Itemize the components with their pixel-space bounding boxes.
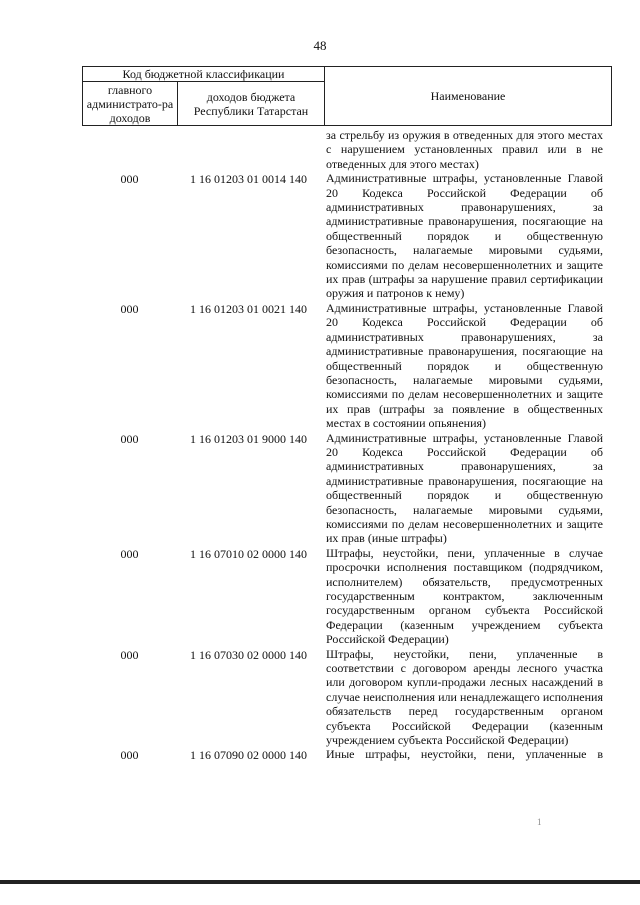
row-name: Административные штрафы, установленные Главой 20 Кодекса Российской Федерации об административных правонарушениях, за административные правонарушения, посягающие на общественный порядок и общественную безопасность, налагаемые мировыми судьями, комиссиями по делам несовершеннолетних и защите их прав (штрафы за появление в общественных местах в состоянии опьянения) [326,300,603,431]
table-row [82,431,611,546]
table-row [82,546,611,647]
table-header [82,66,612,126]
row-name: Административные штрафы, установленные Главой 20 Кодекса Российской Федерации об административных правонарушениях, за административные правонарушения, посягающие на общественный порядок и общественную безопасность, налагаемые мировыми судьями, комиссиями по делам несовершеннолетних и защите их прав (иные штрафы) [326,430,603,546]
budget-code: 1 16 07090 02 0000 140 [190,748,307,763]
table-body [82,128,611,763]
budget-code: 1 16 07010 02 0000 140 [190,546,307,561]
budget-code: 1 16 07030 02 0000 140 [190,647,307,662]
admin-code: 000 [120,647,139,662]
budget-code: 1 16 01203 01 0021 140 [190,301,307,316]
header-name-column: Наименование [325,67,612,126]
table-row [82,301,611,431]
budget-code: 1 16 01203 01 9000 140 [190,431,307,446]
row-name: Штрафы, неустойки, пени, уплаченные в соответствии с договором аренды лесного участка или договором купли-продажи лесных насаждений в случае неисполнения или ненадлежащего исполнения обязательств перед государственным органом субъекта Российской Федерации (казенным учреждением субъекта Российской Федерации) [326,646,603,748]
header-code-column: доходов бюджета Республики Татарстан [178,82,325,126]
table-row [82,171,611,301]
table-row [82,747,611,762]
admin-code: 000 [120,301,139,316]
footer-mark: 1 [537,817,542,827]
header-admin-column: главного администрато-ра доходов [83,82,178,126]
header-group-label: Код бюджетной классификации [83,67,325,82]
admin-code: 000 [120,431,139,446]
continuation-row [82,128,611,171]
table-row [82,647,611,748]
row-name: Штрафы, неустойки, пени, уплаченные в случае просрочки исполнения поставщиком (подрядчиком, исполнителем) обязательств, предусмотренных государственным контрактом, заключенным государственным органом субъекта Российской Федерации (казенным учреждением субъекта Российской Федерации) [326,545,603,647]
page-bottom-border [0,880,640,884]
continuation-text: за стрельбу из оружия в отведенных для этого местах с нарушением установленных правил или в не отведенных для этого местах) [326,128,603,171]
page-number: 48 [313,38,327,53]
row-name: Административные штрафы, установленные Главой 20 Кодекса Российской Федерации об административных правонарушениях, за административные правонарушения, посягающие на общественный порядок и общественную безопасность, налагаемые мировыми судьями, комиссиями по делам несовершеннолетних и защите их прав (штрафы за нарушение правил сертификации оружия и патронов к нему) [326,171,603,301]
row-name: Иные штрафы, неустойки, пени, уплаченные в [326,747,603,762]
admin-code: 000 [120,546,139,561]
budget-code: 1 16 01203 01 0014 140 [190,172,307,187]
admin-code: 000 [120,748,139,763]
admin-code: 000 [120,172,139,187]
